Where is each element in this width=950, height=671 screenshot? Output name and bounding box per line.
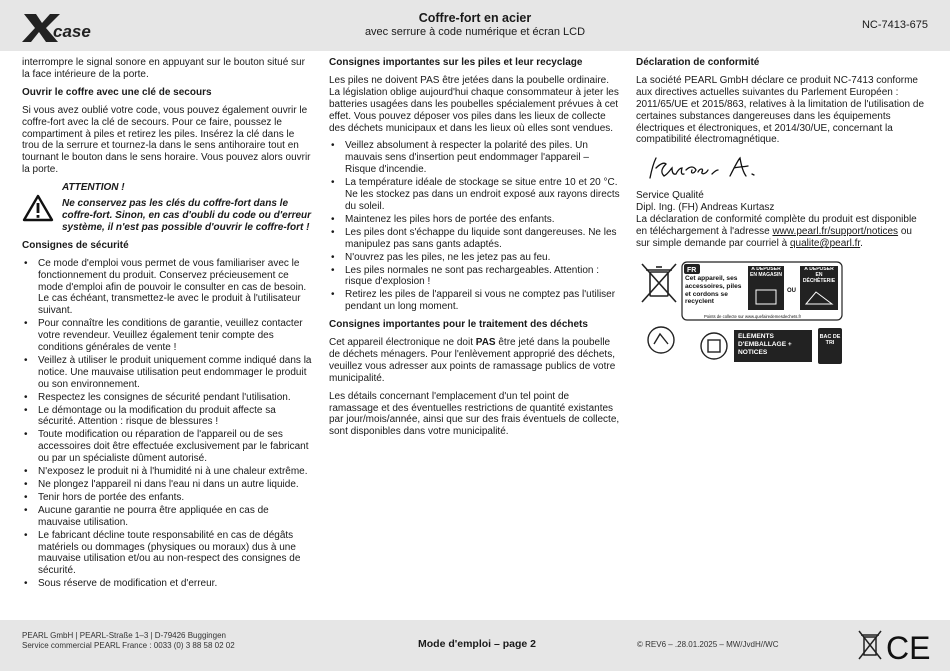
footer-revision: © REV6 – .28.01.2025 – MW/JvdH//WC	[637, 640, 779, 649]
list-item: • Ce mode d'emploi vous permet de vous familiariser avec le fonctionnement du produit. Conservez précieusement ce mode d'emploi afin de pouvoir le consulter en cas de besoin. Le cas échéant, transmettez-le avec le produit à l'utilisateur suivant.	[22, 258, 314, 318]
recycling-triman-info	[636, 260, 846, 370]
list-item: • Le démontage ou la modification du produit affecte sa sécurité. Attention : risque de blessures !	[22, 405, 314, 429]
triman-icon	[648, 327, 674, 353]
column-left	[22, 57, 314, 596]
waste-paragraph-2: Les détails concernant l'emplacement d'un tel point de ramassage et des éventuelles restrictions de quantité existantes par jour/mois/année, ainsi que sur des frais éventuels de collecte, sont disponibles dans votre municipalité.	[329, 390, 620, 438]
triman-collect: Points de collecte sur www.quefairedemesdechets.fr	[704, 313, 802, 319]
ce-weee-marks	[858, 629, 932, 663]
triman-packaging-text: ÉLÉMENTS D'EMBALLAGE + NOTICES	[738, 332, 792, 356]
safety-list	[22, 258, 314, 590]
svg-text:case: case	[53, 22, 91, 41]
triman-or: OU	[787, 287, 796, 294]
declaration-paragraph: La déclaration de conformité complète du produit est disponible en téléchargement à l'adresse www.pearl.fr/support/notices ou sur simple demande par courriel à qualite@pearl.fr.	[636, 214, 917, 249]
triman-bin-text: BAC DE TRI	[819, 333, 841, 347]
attention-title: ATTENTION !	[62, 182, 125, 194]
list-item: • Les piles normales ne sont pas rechargeables. Attention : risque d'explosion !	[329, 265, 621, 289]
list-item: • Ne plongez l'appareil ni dans l'eau ni dans un autre liquide.	[22, 479, 314, 491]
list-item: • Veillez à utiliser le produit uniquement comme indiqué dans la notice. Une mauvaise utilisation peut endommager le produit ou son environnement.	[22, 355, 314, 391]
list-item: • Retirez les piles de l'appareil si vous ne comptez pas l'utiliser pendant un long moment.	[329, 289, 621, 313]
batteries-paragraph: Les piles ne doivent PAS être jetées dans la poubelle ordinaire. La législation oblige aujourd'hui chaque consommateur à jeter les batteries usagées dans les poubelles spécialement prévues à cet effet. Vous pouvez déposer vos piles dans les lieux de collecte des déchets municipaux et dans les lieux où elles sont vendues.	[329, 74, 619, 134]
heading-safety: Consignes de sécurité	[22, 239, 129, 251]
crossed-bin-icon	[642, 264, 676, 302]
list-item: • N'exposez le produit ni à l'humidité ni à une chaleur extrême.	[22, 466, 314, 478]
batteries-list	[329, 140, 621, 313]
list-item: • Veillez absolument à respecter la polarité des piles. Un mauvais sens d'insertion peut endommager l'appareil – Risque d'incendie.	[329, 140, 621, 176]
list-item: • N'ouvrez pas les piles, ne les jetez pas au feu.	[329, 252, 621, 264]
intro-paragraph: interrompre le signal sonore en appuyant sur le bouton situé sur la face intérieure de la porte.	[22, 57, 305, 80]
page-header	[0, 0, 950, 51]
conformity-paragraph: La société PEARL GmbH déclare ce produit NC-7413 conforme aux directives actuelles suivantes du Parlement Européen : 2011/65/UE et 2015/863, relatives à la limitation de l'utilisation de certaines substances dangereuses dans les équipements électriques et électroniques, et 2014/30/UE, concernant la compatibilité électromagnétique.	[636, 74, 925, 146]
quality-manager-name: Dipl. Ing. (FH) Andreas Kurtasz	[636, 202, 775, 214]
warning-icon	[22, 182, 56, 234]
email-link[interactable]: qualite@pearl.fr	[789, 237, 861, 249]
weee-bin-icon	[859, 631, 881, 659]
model-number: NC-7413-675	[861, 19, 928, 31]
triman-fr: FR	[687, 266, 697, 274]
document-subtitle: avec serrure à code numérique et écran LCD	[364, 26, 586, 38]
attention-box	[22, 182, 314, 234]
footer-address: PEARL GmbH | PEARL-Straße 1–3 | D-79426 Buggingen Service commercial PEARL France : 0033 (0) 3 88 58 02 02	[22, 631, 235, 650]
ce-mark: CE	[886, 630, 931, 663]
heading-emergency-key: Ouvrir le coffre avec une clé de secours	[22, 86, 212, 98]
list-item: • Les piles dont s'échappe du liquide sont dangereuses. Ne les manipulez pas sans gants adaptés.	[329, 227, 621, 251]
footer-page-label: Mode d'emploi – page 2	[418, 638, 537, 650]
support-link[interactable]: www.pearl.fr/support/notices	[772, 225, 899, 237]
column-right	[636, 57, 928, 374]
list-item: • Sous réserve de modification et d'erreur.	[22, 578, 314, 590]
list-item: • Aucune garantie ne pourra être appliquée en cas de mauvaise utilisation.	[22, 505, 314, 529]
list-item: • Le fabricant décline toute responsabilité en cas de dégâts matériels ou dommages (physiques ou moraux) dus à une mauvaise utilisation et/ou au non-respect des consignes de sécurité.	[22, 530, 314, 578]
heading-waste: Consignes importantes pour le traitement des déchets	[329, 319, 588, 331]
triman-dump-text: À DÉPOSER EN DÉCHÈTERIE	[802, 266, 836, 284]
packaging-icon	[701, 333, 727, 359]
list-item: • Respectez les consignes de sécurité pendant l'utilisation.	[22, 392, 314, 404]
list-item: • La température idéale de stockage se situe entre 10 et 20 °C. Ne les stockez pas dans un endroit exposé aux rayons directs du soleil.	[329, 177, 621, 213]
waste-paragraph: Cet appareil électronique ne doit PAS être jeté dans la poubelle de déchets ménagers. Pour l'enlèvement approprié des déchets, veuillez vous adresser aux points de ramassage publics de votre municipalité.	[329, 337, 616, 384]
heading-conformity: Déclaration de conformité	[636, 57, 760, 68]
emergency-key-paragraph: Si vous avez oublié votre code, vous pouvez également ouvrir le coffre-fort avec la clé de secours. Pour ce faire, poussez le compartiment à piles et retirez les piles. Insérez la clé dans le trou de la serrure et tournez-la dans le sens antihoraire tout en tournant le bouton dans le sens horaire. Vous pouvez alors ouvrir la porte.	[22, 104, 311, 176]
triman-store-text: À DÉPOSER EN MAGASIN	[750, 266, 782, 278]
heading-batteries: Consignes importantes sur les piles et leur recyclage	[329, 57, 583, 68]
list-item: • Toute modification ou réparation de l'appareil ou de ses accessoires doit être effectuée exclusivement par le fabricant ou par un spécialiste dûment autorisé.	[22, 429, 314, 465]
signature	[646, 154, 766, 184]
xcase-logo	[22, 10, 94, 44]
triman-main-text: Cet appareil, ses accessoires, piles et cordons se recyclent	[685, 274, 742, 306]
list-item: • Tenir hors de portée des enfants.	[22, 492, 314, 504]
quality-service-label: Service Qualité	[636, 190, 704, 202]
column-middle	[329, 57, 621, 444]
attention-text: Ne conservez pas les clés du coffre-fort dans le coffre-fort. Sinon, en cas d'oubli du code ou d'erreur système, il n'est pas possible d'ouvrir le coffre-fort !	[62, 198, 312, 233]
document-title: Coffre-fort en acier	[418, 11, 532, 25]
list-item: • Pour connaître les conditions de garantie, veuillez contacter votre revendeur. Veuillez également tenir compte des conditions générales de vente !	[22, 318, 314, 354]
list-item: • Maintenez les piles hors de portée des enfants.	[329, 214, 621, 226]
